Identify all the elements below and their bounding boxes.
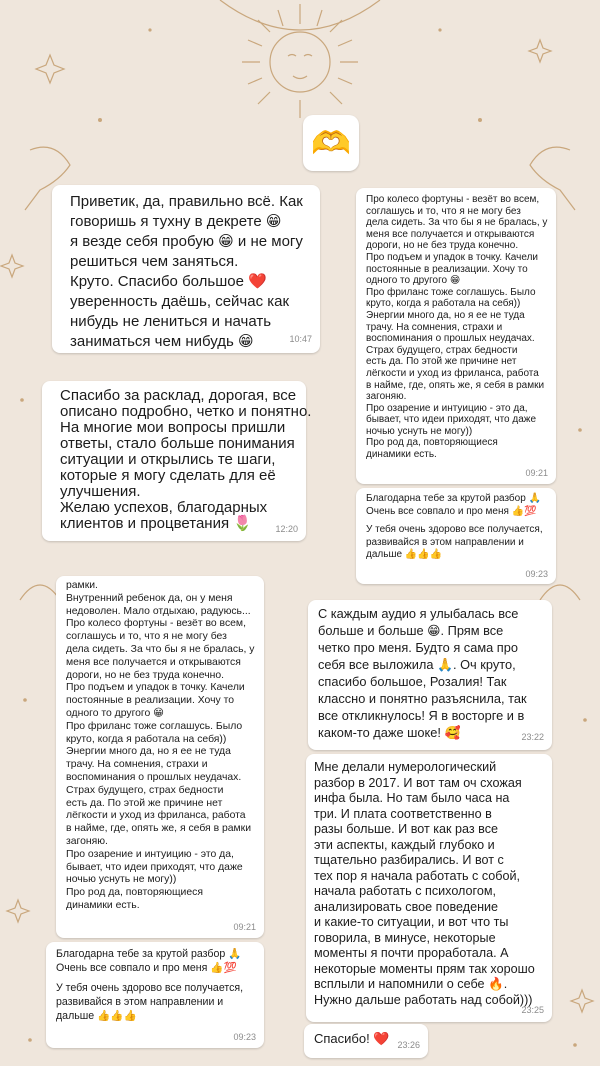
- message-bubble[interactable]: [356, 188, 556, 484]
- message-text: Благодарна тебе за крутой разбор 🙏 Очень все совпало и про меня 👍💯 У тебя очень здорово все получается, развивайся в этом направлении и дальше 👍👍👍: [366, 493, 543, 560]
- sun-rays: [242, 4, 358, 118]
- message-bubble[interactable]: [46, 942, 264, 1048]
- message-bubble[interactable]: [42, 381, 312, 541]
- message-time: 10:47: [289, 334, 312, 344]
- message-time: 09:21: [525, 468, 548, 479]
- message-text: С каждым аудио я улыбалась все больше и больше 😁. Прям все четко про меня. Будто я сама про себя все выложила 🙏. Оч круто, спасибо большое, Розалия! Так классно и понятно разъяснила, так все откликнулось! Я в восторге и в каком-то даже шоке! 🥰: [318, 606, 527, 740]
- message-time: 23:22: [521, 732, 544, 742]
- message-bubble[interactable]: [56, 576, 264, 938]
- message-time: 12:20: [275, 524, 298, 534]
- message-text: Мне делали нумерологический разбор в 2017. И вот там оч схожая инфа была. Но там было часа на три. И плата соответственно в разы больше. И вот как раз все эти аспекты, каждый глубоко и тщательно разбирались. И вот с тех пор я начала работать с собой, начала работать с психологом, анализировать свое поведение и какие-то ситуации, и вот что ты говорила, в минусе, некоторые моменты я почти проработала. А некоторые моменты прям так хорошо всплыли и напомнили о себе 🔥. Нужно дальше работать над собой))): [314, 760, 535, 1007]
- message-bubble[interactable]: [356, 488, 556, 584]
- message-bubble[interactable]: [308, 600, 552, 750]
- message-bubble[interactable]: [52, 185, 320, 353]
- message-bubble[interactable]: [306, 754, 552, 1022]
- sparkle-icon: [36, 55, 64, 83]
- message-text: Приветик, да, правильно всё. Как говоришь я тухну в декрете 😁 я везде себя пробую 😁 и не могу решиться чем заняться. Круто. Спасибо большое ❤️ уверенность даёшь, сейчас как нибудь не лениться и начать заниматься чем нибудь 😁: [70, 193, 303, 350]
- message-time: 23:25: [521, 1004, 544, 1015]
- sparkle-icon: [571, 990, 593, 1012]
- sun-icon: [270, 32, 330, 92]
- message-text: Про колесо фортуны - везёт во всем, соглашусь и то, что я не могу без дела сидеть. За что бы я не бралась, у меня все получается и открываются дороги, но не без труда конечно. Про подъем и упадок в точку. Качели постоянные в реализации. Хочу то одного то другого 😁 Про фриланс тоже соглашусь. Было круто, когда я работала на себя)) Энергии много да, но я ее не туда трачу. На сомнения, страхи и воспоминания о прошлых неудачах. Страх будущего, страх бедности есть да. По этой же причине нет лёгкости и уход из фриланса, работа в найме, где, опять же, я себя в рамки загоняю. Про озарение и интуицию - это да, бывает, что идеи приходят, что даже ночью уснуть не могу)) Про род да, повторяющиеся динамики есть.: [366, 194, 548, 461]
- message-time: 09:23: [233, 1032, 256, 1042]
- message-time: 23:26: [397, 1040, 420, 1050]
- sparkle-icon: [1, 255, 23, 277]
- message-text: Благодарна тебе за крутой разбор 🙏 Очень все совпало и про меня 👍💯 У тебя очень здорово все получается, развивайся в этом направлении и дальше 👍👍👍: [56, 948, 244, 1022]
- message-bubble[interactable]: [304, 1024, 428, 1058]
- sparkle-icon: [529, 40, 551, 62]
- message-time: 09:21: [233, 922, 256, 933]
- message-text: Спасибо! ❤️: [314, 1031, 390, 1046]
- message-text: рамки. Внутренний ребенок да, он у меня недоволен. Мало отдыхаю, радуюсь... Про колесо фортуны - везёт во всем, соглашусь и то, что я не могу без дела сидеть. За что бы я не бралась, у меня все получается и открываются дороги, но не без труда конечно. Про подъем и упадок в точку. Качели постоянные в реализации. Хочу то одного то другого 😁 Про фриланс тоже соглашусь. Было круто, когда я работала на себя)) Энергии много да, но я ее не туда трачу. На сомнения, страхи и воспоминания о прошлых неудачах. Страх будущего, страх бедности есть да. По этой же причине нет лёгкости и уход из фриланса, работа в найме, где, опять же, я себя в рамки загоняю. Про озарение и интуицию - это да, бывает, что идеи приходят, что даже ночью уснуть не могу)) Про род да, повторяющиеся динамики есть.: [66, 580, 255, 911]
- message-time: 09:23: [525, 568, 548, 579]
- heart-hands-reaction: 🫶: [303, 115, 359, 171]
- message-text: Спасибо за расклад, дорогая, все описано подробно, четко и понятно. На многие мои вопросы пришли ответы, стало больше понимания ситуации и открылись те шаги, которые я могу сделать для её улучшения. Желаю успехов, благодарных клиентов и процветания 🌷: [60, 387, 312, 532]
- sparkle-icon: [7, 900, 29, 922]
